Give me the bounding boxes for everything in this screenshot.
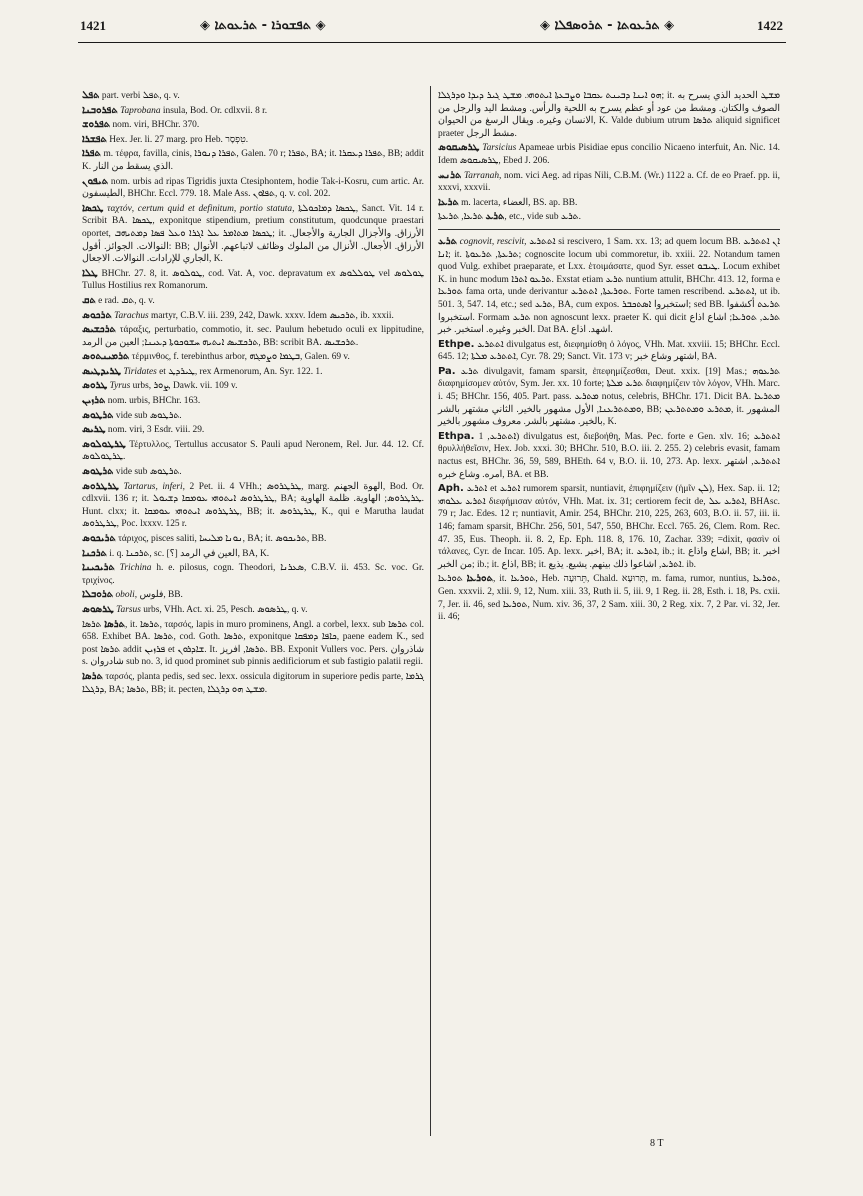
entry-lemma: Tiridates <box>123 366 157 377</box>
entry-lemma: ταχτόν, certum quid et definitum, portio statuta, <box>107 203 295 214</box>
entry-text: τέρμινθος, f. terebinthus arbor, ܒܛܡܐ ܘܨܡܓܗ, Galen. 69 v. <box>131 352 350 363</box>
left-running-title: ◈ ܬܦܫܘܪܐ - ܬܪܥܘܬܐ ◈ <box>200 18 326 33</box>
entry-headword: ܬܪܥ <box>485 211 505 223</box>
entry-text: ܐܬܪܥ et ܐܬܪܥ rumorem sparsit, nuntiavit, ἐπιφημίζειν (ἡμῖν ܠܢ), Hex. Sap. ii. 12; ܐܬܪܥ ܥܠܘܗܝ διεφήμισαν αὐτόν, VHh. Mat. ix. 31; certiorem fecit de, ܐܬܪܥ ܥܠ, BHAsc. 79 r; Jac. Edes. 12 r; nuntiavit, Amir. 254, BHChr. 210, 225, 263, 603, B.O. ii. 57, iii. ii. 146; famam sparsit, BHChr. 256, 501, 547, 550, BHChr. Eccl. 765. 26, Clem. Rom. Rec. 47. 35, Eus. Theoph. ii. 8. 2, Ep. Eph. 118. 8, 176. 10, Zachar. 339; =dixit, φασὶν οἱ τάλανες, Cyr. de Incar. 105. Ap. lexx. اخبر, BA; it. ܐܬܪܥ, ib.; it. اشاع واذاع, BB; it. اخبر من الخبر; ib.; it. اذاع, BB; it. ܐܬܪܥ, اشاعوا ذلك بينهم. يشيع. يذيع. ib. <box>438 484 781 570</box>
dictionary-entry <box>82 134 424 147</box>
dictionary-entry <box>82 203 424 266</box>
entry-text: 2 Pet. ii. 4 VHh.; ܛܪܛܪܘܣ, marg. الهوة الجهنم, Bod. Or. cdlxvii. 136 r; it. ܛܪܛܪܘܣ ܐܝܬܘܗܝ ܥܘܡܩܐ ܕܫܝܘܠ, BA; ܛܪܛܪܘܣ; الهاوية. ظلمة الهاوية. Hunt. clxx; it. ܛܪܛܪܘܣ ܐܝܬܘܗܝ ܥܘܡܩܐ, BB; it. ܛܪܛܪܘܣ, K., qui e Marutha laudat ܛܪܛܪܘܣ, Poc. lxxxv. 125 r. <box>82 481 424 530</box>
entry-headword: ܛܪܛܪܘܣ <box>82 480 119 492</box>
dictionary-entry <box>82 410 424 423</box>
entry-text: ταρσός, planta pedis, sed sec. lexx. ossicula digitorum in superiore pedis parte, ܓܪܡܐ ܕܪܓܠܐ, BA; ܬܪܣܐ, BB; it. pecten, ܡܫܛ ܗܘ ܕܪܓܠܐ. <box>82 671 425 695</box>
entry-headword: ܬܪܘܒܠܐ <box>82 589 114 601</box>
entry-lemma: Tarsicius <box>482 143 517 154</box>
entry-lemma: Tarachus <box>114 310 149 321</box>
right-column-main-entries <box>438 236 780 624</box>
dictionary-entry <box>82 105 424 118</box>
entry-text: nom. urbis, BHChr. 163. <box>107 396 201 407</box>
entry-headword: ܬܩ <box>82 294 96 306</box>
entry-headword: ܛܪܘܣ <box>82 380 108 392</box>
dictionary-entry <box>82 533 424 546</box>
entry-headword: ܬܪܢܚ <box>438 169 462 181</box>
entry-text: insula, Bod. Or. cdlxvii. 8 r. <box>162 105 268 116</box>
entry-headword: ܬܪܣܐ <box>104 618 125 630</box>
entry-headword: ܬܪܟܢܐ <box>82 547 107 559</box>
entry-headword: ܬܦܪܐ <box>82 148 101 160</box>
entry-headword: ܬܪܟܘܣ <box>82 309 112 321</box>
dictionary-entry <box>82 351 424 364</box>
left-page-number: 1421 <box>80 18 106 33</box>
dictionary-entry <box>82 548 424 561</box>
entry-lemma: Taprobana <box>120 105 161 116</box>
entry-headword: ܬܪܝܟܘܣ <box>82 533 116 544</box>
entry-headword: ܬܦܫܪܐ <box>82 133 107 145</box>
entry-headword: ܬܪܥܐ <box>438 196 459 208</box>
entry-text: τάριχος, pisces saliti, ܢܘܢܐ ܡܠܝܚܐ, BA; it. ܬܪܝܟܘܣ, BB. <box>118 534 327 544</box>
entry-text: ܗܘ ܐܝܢܐ ܕܒܝܢܬ ܥܩܒܐ ܘܨܒܥܬܐ ܐܝܬܘܗܝ. ܡܫܛ ܓܝܪ ܕܝܕܐ ܘܕܪܓܠܐ; it. ܡܫܛ الحديد الذي يسرح به الصوف والكتان. ومشط من عود أو عظم يسرح به اللحية والرأس. ومشط اليد والرجل من الانسان وغيره. ويقال الرسغ من الحيوان, K. Valde dubium utrum ܬܪܣܐ aliquid significet praeter مشط الرجل. <box>438 91 780 139</box>
dictionary-entry <box>82 310 424 323</box>
entry-headword: ܬܦܠ <box>82 90 100 101</box>
entry-headword: ܬܪܥ <box>438 235 457 247</box>
entry-headword: ܛܪܣܘܣ <box>82 603 114 615</box>
entry-text: ܛܟܣܐ ܕܡܐܟܘܠܬܐ, Sanct. Vit. 14 r. Scribit BA. ܛܟܣܐ, exponitque stipendium, pretium constitutum, quodcunque praestari oportet, ܛܟܣܐ ܡܬܐܡܪ ܥܠ ܐܓܪܐ ܘܥܠ ܦܣܐ ܕܡܬܝܗܒ; it. الأرزاق. والأجزال الجارية والأجعال. النوالات. الجوائز. أقول: BB; الأرزاق. الأجعال. الأنزال من الملوك وظائف لاتباعهم. الأنوال الجاري للإرادات. النوالات. الاجعال, K. <box>82 203 425 265</box>
entry-lemma: Tyrus <box>109 381 131 392</box>
entry-headword: ܛܪܝܣ <box>82 424 106 436</box>
right-column <box>438 90 780 626</box>
dictionary-entry <box>82 424 424 437</box>
dictionary-entry <box>438 339 780 364</box>
entry-text: martyr, C.B.V. iii. 239, 242, Dawk. xxxv. Idem ܬܪܟܝܣ, ib. xxxii. <box>151 310 394 321</box>
dictionary-entry <box>82 366 424 379</box>
dictionary-entry <box>438 90 780 140</box>
page-header <box>0 14 863 40</box>
entry-text: ܬܪܥ divulgavit, famam sparsit, ἐπεφημίζεσθαι, Deut. xxix. [19] Mas.; ܬܪܥܘܗ διαφημίσομεν αὐτόν, Sym. Jer. xx. 10 forte; ܬܪܥ ܡܠܬܐ διαφημίζειν τὸν λόγον, VHh. Marc. i. 45; BHChr. 156, 405. Part. pass. ܡܬܪܥ notus, celebris, BHChr. 171. Dicit BA. ܡܬܪܥܐ ܘܡܬܬܪܥܢܐ, الأول مشهور بالخير. الثاني مشتهر بالشر, BB; ܡܬܪܥ ܘܡܬܬܪܥܢ, it. المشهور بالخير. مشتهر بالشر. معروف مشهور بالخير, K. <box>438 366 780 428</box>
entry-text: BHChr. 27. 8, it. ܛܘܠܘܣ, cod. Vat. A, voc. depravatum ex ܛܘܠܠܘܣ vel ܛܘܠܘܣ Tullus Hostilius rex Romanorum. <box>82 268 424 292</box>
entry-text: urbs, ܨܘܪ, Dawk. vii. 109 v. <box>132 381 238 392</box>
dictionary-entry <box>82 148 424 173</box>
entry-lemma: Tarsus <box>116 604 141 615</box>
entry-headword: Ethpa. <box>438 430 475 442</box>
dictionary-entry <box>82 395 424 408</box>
dictionary-entry <box>82 619 424 669</box>
dictionary-entry <box>82 324 424 349</box>
signature-mark: 8 T <box>650 1138 664 1149</box>
dictionary-entry <box>82 268 424 293</box>
entry-headword: ܬܪܛܘܣ <box>82 466 114 478</box>
dictionary-entry <box>82 562 424 587</box>
entry-headword: Pa. <box>438 365 456 377</box>
entry-text: e rad. ܬܩ, q. v. <box>98 295 155 306</box>
entry-headword: ܛܪܝܕܛܝܣ <box>82 365 122 377</box>
entry-lemma: Tarranah, <box>463 170 502 181</box>
entry-headword: ܬܦܪܘܒܢܐ <box>82 104 118 116</box>
entry-headword: ܛܪܛܘܠܘܣ <box>82 438 126 450</box>
entry-headword: Ethpe. <box>438 338 475 350</box>
dictionary-entry <box>438 211 780 224</box>
entry-headword: ܬܪܡܝܢܬܘܣ <box>82 351 130 363</box>
entry-headword: ܬܪܣܐ <box>82 670 103 682</box>
dictionary-entry <box>82 90 424 103</box>
entry-text: nom. vici Aeg. ad ripas Nili, C.B.M. (Wr.) 1122 a. Cf. de eo Praef. pp. ii, xxxvi, xxxvii. <box>438 170 781 194</box>
entry-headword: ܬܦܪܘܫ <box>82 119 111 131</box>
left-column <box>82 90 424 698</box>
dictionary-entry <box>82 604 424 617</box>
entry-headword: ܛܟܣܐ <box>82 202 104 214</box>
entry-text: i. q. ܬܪܟܢܐ, sc. [؟] العين في الرمد, BA, K. <box>109 548 270 559</box>
right-column-top-entries <box>438 90 780 224</box>
entry-text: vide sub ܬܪܛܘܣ. <box>115 467 182 478</box>
dictionary-entry <box>438 431 780 481</box>
entry-lemma: oboli, <box>115 590 138 601</box>
dictionary-entry <box>438 366 780 429</box>
dictionary-entry <box>82 176 424 201</box>
entry-text: h. e. pilosus, cogn. Theodori, ܣܥܪܢܐ, C.B.V. ii. 453. Sc. voc. Gr. τριχίνος. <box>82 563 425 586</box>
header-rule <box>78 42 786 43</box>
dictionary-entry <box>82 466 424 479</box>
entry-text: ܬܪܥܐ, ܬܪܥܬܐ, etc., vide sub ܬܪܥ. <box>438 212 582 223</box>
dictionary-entry <box>82 671 424 696</box>
right-page-number: 1422 <box>757 18 783 33</box>
dictionary-entry <box>438 142 780 167</box>
dictionary-entry <box>82 295 424 308</box>
entry-text: Hex. Jer. li. 27 marg. pro Heb. טִפְסָר. <box>109 134 249 145</box>
right-running-title: ◈ ܬܪܥܘܬܐ - ܬܪܘܣܦܠܐ ◈ <box>540 18 675 33</box>
entry-text: urbs, VHh. Act. xi. 25, Pesch. ܛܪܣܘܣ, q. v. <box>143 604 308 615</box>
dictionary-entry <box>82 589 424 602</box>
dictionary-entry <box>82 380 424 393</box>
entry-text: m. τέφρα, favilla, cinis, ܬܦܪܐ ܕܢܘܪܐ, Galen. 70 r; ܬܦܪܐ, BA; it. ܬܦܪܐ ܕܥܩܪܐ, BB; addit K. الذي يسقط من النار. <box>82 149 424 172</box>
entry-lemma: cognovit, rescivit, <box>459 236 527 247</box>
entry-text: nom. viri, 3 Esdr. viii. 29. <box>107 425 205 436</box>
entry-lemma: Tartarus, inferi, <box>123 481 185 492</box>
entry-text: nom. viri, BHChr. 370. <box>112 120 200 131</box>
column-divider <box>430 86 431 1136</box>
entry-headword: ܬܘܪܥܐ <box>466 573 493 585</box>
entry-headword: ܬܝܦܘܢ <box>82 175 109 187</box>
entry-headword: Aph. <box>438 483 464 495</box>
entry-text: τάραξις, perturbatio, commotio, it. sec. Paulum hebetudo oculi ex lippitudine, ܬܪܟܫܝܣ ܐܝܬܝܗ ܚܫܘܟܘܬܐ ܕܥܝܢܐ; العين من الرمد, BB: scribit BA. ܬܪܟܫܝܣ. <box>82 325 424 348</box>
entry-headword: ܬܪܝܟܝܢܐ <box>82 562 115 574</box>
dictionary-entry <box>438 170 780 195</box>
entry-headword: ܬܪܟܫܝܣ <box>82 324 116 336</box>
entry-text: vide sub ܬܪܛܘܣ. <box>115 410 182 421</box>
entry-lemma: Trichina <box>119 563 152 574</box>
entry-text: et ܛܝܪܕܛ, rex Armenorum, An. Syr. 122. 1. <box>159 366 323 377</box>
entry-text: ܐܬܬܪܥ si rescivero, 1 Sam. xx. 13; ad quem locum BB. ܐܢ ܐܬܬܪܥ ܐܢܐ; it. ܬܪܥܬܐ, ܬܪܥܘܬܐ; cognoscite locum ubi commoretur, ib. xxiii. 22. Notandum tamen quod Vulg. exhibet praeparate, et Lxx. ἑτοιμάσατε, quod Syr. esset ܛܝܒܘ. Locum exhibet K. in hunc modum ܬܪܥܘ ܐܬܪܐ. Exstat etiam ܬܪܥ nuntium attulit, BHChr. 413. 12, forma e ܬܘܪܥܐ fama orta, unde derivantur ܬܘܪܥܬܐ, ܐܬܬܪܥ. Forte tamen rescribend. ܐܬܬܪܥ, ut ib. 501. 3, 547. 14, etc.; sed ܬܪܥ, BA, cum expos. استخبروا ܐܣܬܟܒܪ; sed BB. ܬܪܥܬ أكشفوا استخبروا. Formam ܬܪܥ non agnoscunt lexx. praeter K. qui dicit ܬܪܥ, ܬܘܪܥܐ; اشاع اذاع الخبر وغيره. استخبر. خبر. Dat BA. اشهد. اذاع. <box>438 236 781 336</box>
entry-text: ܐܬܬܪܥ divulgatus est, διεφημίσθη ὁ λόγος, VHh. Mat. xxviii. 15; BHChr. Eccl. 645. 12; ܐܬܬܪܥ ܡܠܬܐ, Cyr. 78. 29; Sanct. Vit. 173 v; اشتهر وشاع خبر, BA. <box>438 339 780 363</box>
entry-text: ܬܪܣܐ, it. ܬܪܣܐ, ταρσός, lapis in muro prominens, Angl. a corbel, lexx. sub ܬܪܣܐ col. 658. Exhibet BA. ܬܪܣܐ, cod. Goth. ܬܪܣܐ, exponitque ܟܐܦܐ ܕܡܦܩܐ, paene eadem K., sed post ܬܪܣܐ addit ܦܪܙܝܢ et ܫܐܕܪܘܢ. It. ܬܪܣܐ, افريز. BB. Exponit Vullers voc. Pers. شاذروان s. شادروان sub no. 3, id quod prominet sub pinnis aedificiorum et sub fastigio palatii regii. <box>82 619 424 668</box>
entry-text: ܐܬܬܪܥ, 1) divulgatus est, διεβοήθη, Mas. Pec. forte e Gen. xlv. 16; ܐܬܬܪܥ θρυλλήθεῖσιν, Hex. Job. xxxi. 30; BHChr. 510, B.O. iii. 2. 255. 2) celebris evasit, famam nactus est, BHChr. 36, 59, 589, BHEth. 64 v, B.O. ii. 10, 273. Ap. lexx. ܐܬܬܪܥ, اشتهر امره. وشاع خبره, BA. et BB. <box>438 431 780 480</box>
entry-headword: ܬܪܛܘܣ <box>82 409 114 421</box>
entry-text: ܬܘܪܥܐ, it. ܬܘܪܥܐ, Heb. תֵּרוּעָה, Chald. תְּרוּעָא, m. fama, rumor, nuntius, ܬܘܪܥܐ, Gen. xxxvii. 2, xlii. 9, 12, Num. xiii. 33, Ruth ii. 5, iii. 9, 1 Reg. ii. 28, Esth. i. 18, Ps. cxii. 7, Jer. ii. 46, sed ܬܘܪܥܐ, Num. xiv. 36, 37, 2 Sam. xiii. 30, 2 Reg. xix. 7, 2 Par. vi. 32, Jer. ii. 46; <box>438 574 781 623</box>
entry-text: Apameae urbis Pisidiae epus concilio Nicaeno interfuit, An. Nic. 14. Idem ܛܪܣܝܩܘܣ, Ebed J. 206. <box>438 143 781 166</box>
entry-text: nom. urbis ad ripas Tigridis juxta Ctesiphontem, hodie Tak-i-Kosru, cum artic. Ar. الطيسفون, BHChr. Eccl. 779. 18. Male Ass. ܬܦܐܘܢ, q. v. col. 202. <box>82 176 424 200</box>
entry-text: Τέρτυλλος, Tertullus accusator S. Pauli apud Neronem, Rel. Jur. 44. 12. Cf. ܛܪܛܘܠܘܣ. <box>82 439 425 463</box>
dictionary-entry <box>82 119 424 132</box>
dictionary-entry <box>438 197 780 210</box>
entry-text: part. verbi ܬܦܠ, q. v. <box>101 91 180 101</box>
entry-headword: ܬܪܙܝܢ <box>82 395 106 407</box>
entry-section-separator <box>438 229 780 230</box>
dictionary-entry <box>438 573 780 623</box>
entry-headword: ܛܪܣܝܩܘܣ <box>438 142 480 154</box>
dictionary-entry <box>82 439 424 464</box>
entry-text: فلوس, BB. <box>139 590 183 601</box>
dictionary-entry <box>438 483 780 571</box>
dictionary-entry <box>438 236 780 337</box>
entry-headword: ܛܠܐ <box>82 267 98 279</box>
entry-text: m. lacerta, العضاء, BS. ap. BB. <box>461 197 578 208</box>
dictionary-entry <box>82 481 424 531</box>
